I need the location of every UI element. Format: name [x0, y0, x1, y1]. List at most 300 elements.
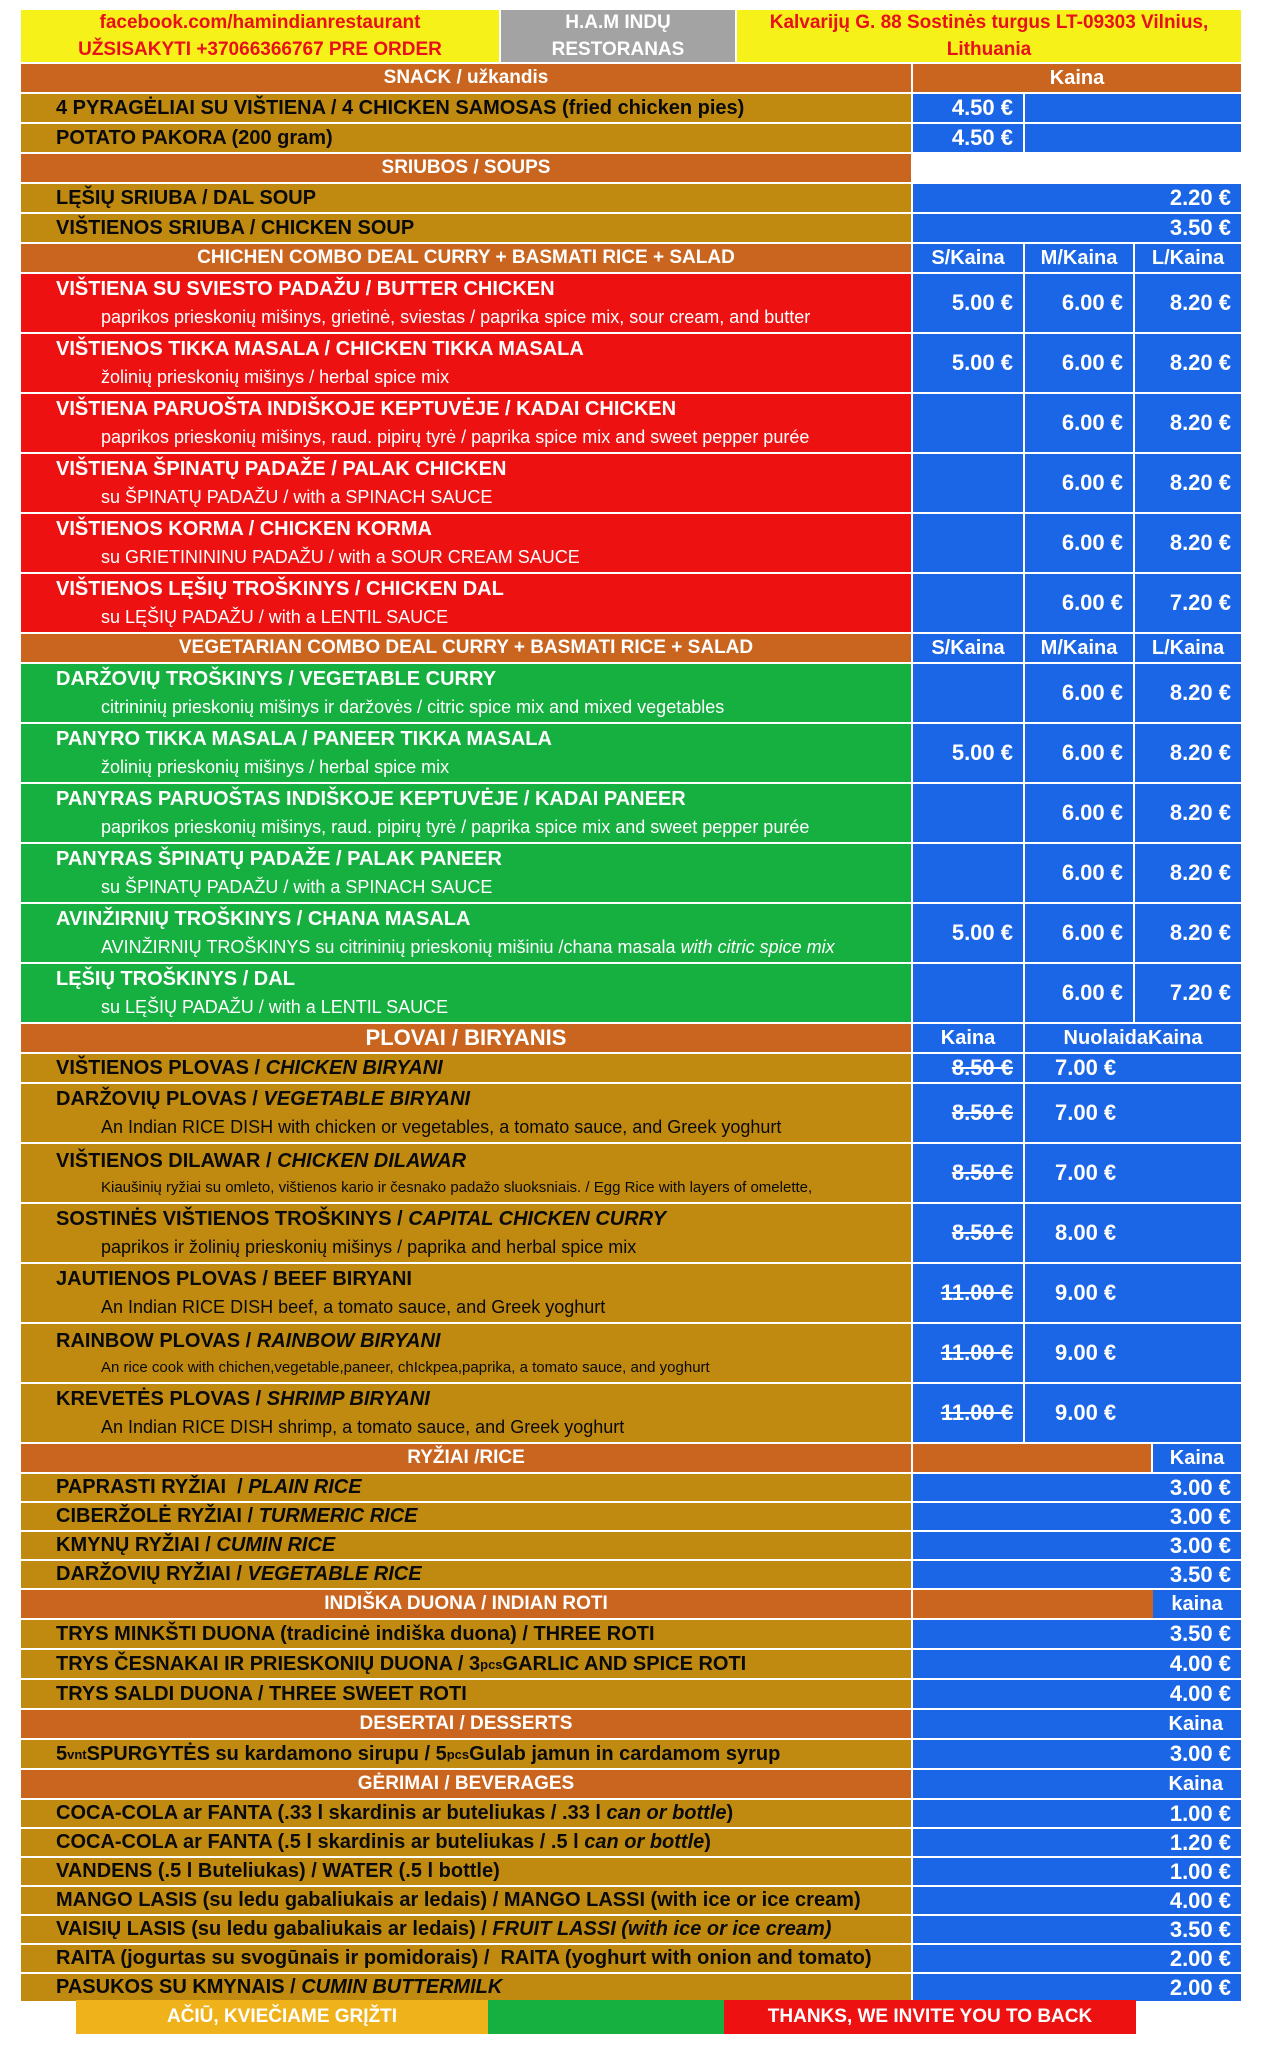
- item-name: POTATO PAKORA (200 gram): [21, 124, 913, 152]
- item-prices: [913, 454, 1241, 512]
- original-price: [913, 1384, 1025, 1442]
- item-name-italic: PLAIN RICE: [248, 1476, 362, 1498]
- menu-item: [21, 1384, 1241, 1444]
- item-title: LĘŠIŲ TROŠKINYS / DAL: [56, 968, 295, 990]
- menu-header: [21, 10, 1241, 64]
- discount-price-header: NuolaidaKaina: [1063, 1026, 1203, 1049]
- size-headers: [913, 244, 1241, 272]
- item-unit: pcs: [446, 1746, 470, 1762]
- price-small: [913, 454, 1025, 512]
- size-medium-header: M/Kaina: [1025, 244, 1135, 272]
- section-title: SNACK / užkandis: [21, 64, 913, 92]
- item-title: [56, 1388, 430, 1411]
- item-name: [21, 904, 913, 962]
- item-title: [56, 1057, 443, 1080]
- menu-item: [21, 94, 1241, 124]
- item-description-text: žolinių prieskonių mišinys / herbal spice mix: [101, 367, 450, 387]
- item-title-text: KREVETĖS PLOVAS /: [56, 1388, 267, 1410]
- price-value: 1.00 €: [1169, 1800, 1231, 1826]
- menu-item: [21, 1503, 1241, 1532]
- item-description-text: žolinių prieskonių mišinys / herbal spice mix: [101, 757, 450, 777]
- menu-item: [21, 1264, 1241, 1324]
- price-header: [913, 1710, 1241, 1738]
- item-name-end: ): [704, 1831, 711, 1853]
- item-description: [56, 757, 449, 778]
- item-name: [21, 724, 913, 782]
- price-medium: 6.00 €: [1025, 844, 1135, 902]
- item-price: [913, 1858, 1241, 1885]
- section-header-snack: [21, 64, 1241, 94]
- section-title: VEGETARIAN COMBO DEAL CURRY + BASMATI RICE + SALAD: [21, 634, 913, 662]
- original-price: [913, 1264, 1025, 1322]
- menu-item: [21, 784, 1241, 844]
- price-small: [913, 394, 1025, 452]
- rice-items: [21, 1474, 1241, 1590]
- item-description: [56, 997, 448, 1018]
- price-header: Kaina: [913, 1024, 1025, 1052]
- price-value: 4.50 €: [913, 124, 1025, 152]
- discount-price: 8.00 €: [1055, 1220, 1117, 1245]
- price-large: 8.20 €: [1169, 290, 1231, 315]
- header-spacer: [913, 1444, 1153, 1472]
- item-name-text: PASUKOS SU KMYNAIS /: [56, 1976, 302, 1998]
- price-large: 7.20 €: [1169, 590, 1231, 615]
- price-value: 3.00 €: [1169, 1503, 1231, 1529]
- menu-item: [21, 214, 1241, 244]
- price-value: 1.00 €: [1169, 1858, 1231, 1884]
- item-description: [56, 487, 492, 508]
- original-price-value: 8.50 €: [951, 1160, 1013, 1185]
- item-prices: [913, 514, 1241, 572]
- item-name-italic: CUMIN BUTTERMILK: [301, 1976, 503, 1998]
- item-title: [56, 1150, 466, 1173]
- price-value: 3.00 €: [1169, 1741, 1231, 1766]
- section-header-chicken-combo: [21, 244, 1241, 274]
- item-name-part: TRYS ČESNAKAI IR PRIESKONIŲ DUONA / 3: [56, 1652, 481, 1675]
- price-value: 4.50 €: [913, 94, 1025, 122]
- item-title: PANYRAS PARUOŠTAS INDIŠKOJE KEPTUVĖJE / KADAI PANEER: [56, 788, 686, 810]
- price-small: 5.00 €: [913, 334, 1025, 392]
- menu-item: [21, 184, 1241, 214]
- menu-item: [21, 1974, 1241, 2003]
- item-name: [21, 664, 913, 722]
- price-value: 4.00 €: [1169, 1887, 1231, 1913]
- price-value: 4.00 €: [1169, 1651, 1231, 1676]
- item-name-text: VAISIŲ LASIS (su ledu gabaliukais ar ledais) /: [56, 1918, 493, 1940]
- size-small-header: S/Kaina: [913, 244, 1025, 272]
- item-name-italic: CUMIN RICE: [216, 1534, 336, 1556]
- size-large-header: L/Kaina: [1151, 636, 1225, 659]
- price-header: [913, 1590, 1241, 1618]
- item-name-text: MANGO LASIS (su ledu gabaliukais ar ledais) / MANGO LASSI (with ice or ice cream): [56, 1889, 861, 1911]
- item-name: [21, 1740, 913, 1768]
- item-description: [56, 547, 580, 568]
- address: [737, 10, 1241, 62]
- item-name: [21, 1650, 913, 1678]
- price-medium: 6.00 €: [1025, 724, 1135, 782]
- discount-price: 9.00 €: [1055, 1340, 1117, 1365]
- item-description-text: su LĘŠIŲ PADAŽU / with a LENTIL SAUCE: [101, 607, 449, 627]
- menu-item: [21, 124, 1241, 154]
- item-description: [56, 607, 448, 628]
- item-price: [913, 1532, 1241, 1559]
- price-large: 8.20 €: [1169, 860, 1231, 885]
- item-price: [913, 1829, 1241, 1856]
- item-prices: [913, 1264, 1241, 1322]
- item-name: [21, 1532, 913, 1559]
- item-unit: vnt: [67, 1746, 87, 1762]
- price-large: 8.20 €: [1169, 920, 1231, 945]
- item-title: VIŠTIENOS LĘŠIŲ TROŠKINYS / CHICKEN DAL: [56, 578, 504, 600]
- header-blank: [913, 154, 1241, 182]
- item-name: [21, 1916, 913, 1943]
- price-value: 2.00 €: [1169, 1974, 1231, 2000]
- restaurant-name-line2: RESTORANAS: [551, 39, 685, 60]
- item-name: [21, 1858, 913, 1885]
- menu-sheet: [21, 10, 1241, 2003]
- item-name: [21, 1264, 913, 1322]
- item-description-text: su GRIETINININU PADAŽU / with a SOUR CREAM SAUCE: [101, 547, 580, 567]
- price-medium: 6.00 €: [1025, 904, 1135, 962]
- item-title: [56, 1268, 412, 1291]
- item-name: 4 PYRAGĖLIAI SU VIŠTIENA / 4 CHICKEN SAMOSAS (fried chicken pies): [21, 94, 913, 122]
- section-title: GĖRIMAI / BEVERAGES: [21, 1770, 913, 1798]
- item-prices: [913, 784, 1241, 842]
- price-small: [913, 964, 1025, 1022]
- item-prices: [913, 844, 1241, 902]
- price-medium: 6.00 €: [1025, 964, 1135, 1022]
- item-name-text: KMYNŲ RYŽIAI /: [56, 1534, 217, 1556]
- price-medium: 6.00 €: [1025, 454, 1135, 512]
- item-title: VIŠTIENA PARUOŠTA INDIŠKOJE KEPTUVĖJE / KADAI CHICKEN: [56, 398, 677, 420]
- item-price: [913, 214, 1241, 242]
- section-title: RYŽIAI /RICE: [21, 1444, 913, 1472]
- menu-item: [21, 844, 1241, 904]
- item-title: VIŠTIENA SU SVIESTO PADAŽU / BUTTER CHICKEN: [56, 278, 555, 300]
- item-prices: [913, 724, 1241, 782]
- section-header-desserts: [21, 1710, 1241, 1740]
- price-large: 8.20 €: [1169, 680, 1231, 705]
- item-price: [913, 1680, 1241, 1708]
- price-value: 4.00 €: [1169, 1681, 1231, 1706]
- price-value: 3.50 €: [1169, 1561, 1231, 1587]
- menu-item: [21, 1887, 1241, 1916]
- item-name: TRYS SALDI DUONA / THREE SWEET ROTI: [21, 1680, 913, 1708]
- section-title: SRIUBOS / SOUPS: [21, 154, 913, 182]
- item-name: [21, 1800, 913, 1827]
- discount-price: 7.00 €: [1055, 1160, 1117, 1185]
- price-header-label: kaina: [1153, 1590, 1241, 1618]
- section-header-veg-combo: [21, 634, 1241, 664]
- address-line2: Lithuania: [946, 39, 1032, 60]
- item-name: [21, 274, 913, 332]
- original-price: [913, 1324, 1025, 1382]
- menu-item: [21, 1620, 1241, 1650]
- price-value: 2.20 €: [1169, 185, 1231, 210]
- item-name: LĘŠIŲ SRIUBA / DAL SOUP: [21, 184, 913, 212]
- item-name-text: RAITA (jogurtas su svogūnais ir pomidorais) / RAITA (yoghurt with onion and tomato): [56, 1947, 872, 1969]
- item-prices: [913, 1144, 1241, 1202]
- beverage-items: [21, 1800, 1241, 2003]
- section-header-beverages: [21, 1770, 1241, 1800]
- menu-item: [21, 1858, 1241, 1887]
- item-title-text: SOSTINĖS VIŠTIENOS TROŠKINYS /: [56, 1208, 409, 1230]
- item-prices: [913, 1204, 1241, 1262]
- price-small: 5.00 €: [913, 904, 1025, 962]
- price-large: 8.20 €: [1169, 740, 1231, 765]
- discount-price: 7.00 €: [1055, 1055, 1117, 1080]
- item-name-text: CIBERŽOLĖ RYŽIAI /: [56, 1505, 259, 1527]
- item-description: [56, 877, 492, 898]
- item-name-text: PAPRASTI RYŽIAI /: [56, 1476, 249, 1498]
- item-prices: [913, 664, 1241, 722]
- item-name-italic: TURMERIC RICE: [258, 1505, 418, 1527]
- item-price: [913, 1650, 1241, 1678]
- menu-item: [21, 664, 1241, 724]
- item-title: PANYRO TIKKA MASALA / PANEER TIKKA MASALA: [56, 728, 552, 750]
- price-header-label: Kaina: [1049, 66, 1105, 89]
- item-name: [21, 1054, 913, 1082]
- item-name: [21, 454, 913, 512]
- item-name: [21, 844, 913, 902]
- price-header-label: Kaina: [1153, 1444, 1241, 1472]
- item-name-text: VANDENS (.5 l Buteliukas) / WATER (.5 l bottle): [56, 1860, 500, 1882]
- item-name-end: ): [726, 1802, 734, 1824]
- item-title-text: RAINBOW PLOVAS /: [56, 1330, 257, 1352]
- item-description: [56, 817, 809, 838]
- item-description: paprikos ir žolinių prieskonių mišinys / paprika and herbal spice mix: [101, 1237, 637, 1257]
- price-medium: 6.00 €: [1025, 394, 1135, 452]
- price-small: [913, 784, 1025, 842]
- item-name-text: COCA-COLA ar FANTA (.33 l skardinis ar buteliukas / .33 l: [56, 1802, 607, 1824]
- item-title-text: VIŠTIENOS DILAWAR /: [56, 1150, 278, 1172]
- original-price-value: 11.00 €: [940, 1340, 1013, 1365]
- item-title: [56, 1088, 470, 1111]
- item-description-text: paprikos prieskonių mišinys, grietinė, sviestas / paprika spice mix, sour cream, and butter: [101, 307, 811, 327]
- item-title: DARŽOVIŲ TROŠKINYS / VEGETABLE CURRY: [56, 668, 497, 690]
- item-price: [913, 1800, 1241, 1827]
- size-headers: [913, 634, 1241, 662]
- item-title: [56, 1208, 666, 1231]
- item-price: [913, 184, 1241, 212]
- item-description-italic: with citric spice mix: [680, 937, 835, 957]
- item-name-part: SPURGYTĖS su kardamono sirupu / 5: [86, 1742, 447, 1765]
- price-large: 8.20 €: [1169, 410, 1231, 435]
- item-name: [21, 1887, 913, 1914]
- item-prices: [913, 1324, 1241, 1382]
- item-name: [21, 1829, 913, 1856]
- item-price: [913, 1945, 1241, 1972]
- item-description: [56, 937, 835, 958]
- item-prices: [913, 334, 1241, 392]
- menu-item: [21, 574, 1241, 634]
- original-price: [913, 1054, 1025, 1082]
- menu-item: [21, 1474, 1241, 1503]
- item-name-text: DARŽOVIŲ RYŽIAI /: [56, 1563, 248, 1585]
- section-header-rice: [21, 1444, 1241, 1474]
- menu-item: [21, 1054, 1241, 1084]
- item-price: [913, 1916, 1241, 1943]
- menu-item: [21, 1532, 1241, 1561]
- item-description: An Indian RICE DISH shrimp, a tomato sauce, and Greek yoghurt: [101, 1417, 625, 1437]
- item-title-italic: VEGETABLE BIRYANI: [263, 1088, 471, 1110]
- footer: [76, 2000, 1136, 2034]
- item-title: PANYRAS ŠPINATŲ PADAŽE / PALAK PANEER: [56, 848, 502, 870]
- menu-item: [21, 1916, 1241, 1945]
- item-prices: [913, 1384, 1241, 1442]
- item-description: Kiaušinių ryžiai su omleto, vištienos kario ir česnako padažo sluoksniais. / Egg Rice with layers of omelette,: [101, 1179, 813, 1196]
- biryani-items: [21, 1054, 1241, 1444]
- menu-item: [21, 274, 1241, 334]
- item-name-italic: FRUIT LASSI (with ice or ice cream): [492, 1918, 832, 1940]
- item-name: TRYS MINKŠTI DUONA (tradicinė indiška duona) / THREE ROTI: [21, 1620, 913, 1648]
- menu-item: [21, 1740, 1241, 1770]
- price-value: 3.50 €: [1169, 215, 1231, 240]
- item-title-italic: CAPITAL CHICKEN CURRY: [408, 1208, 667, 1230]
- item-title-italic: CHICKEN DILAWAR: [277, 1150, 467, 1172]
- item-price: [913, 94, 1241, 122]
- price-small: 5.00 €: [913, 274, 1025, 332]
- biryani-headers: [913, 1024, 1241, 1052]
- price-small: 5.00 €: [913, 724, 1025, 782]
- section-header-biryanis: [21, 1024, 1241, 1054]
- discount-price: 9.00 €: [1055, 1280, 1117, 1305]
- price-large: 8.20 €: [1169, 800, 1231, 825]
- price-large: 8.20 €: [1169, 470, 1231, 495]
- item-price: [913, 1620, 1241, 1648]
- item-name: [21, 1474, 913, 1501]
- footer-thanks-lt: AČIŪ, KVIEČIAME GRĮŽTI: [76, 2000, 488, 2034]
- menu-item: [21, 334, 1241, 394]
- item-title-italic: CHICKEN BIRYANI: [265, 1056, 443, 1079]
- price-medium: 6.00 €: [1025, 664, 1135, 722]
- item-description: [56, 307, 810, 328]
- size-large-header: L/Kaina: [1151, 246, 1225, 269]
- price-header: [913, 1444, 1241, 1472]
- price-value: 3.50 €: [1169, 1916, 1231, 1942]
- restaurant-name: [501, 10, 737, 62]
- discount-price: 7.00 €: [1055, 1100, 1117, 1125]
- size-medium-header: M/Kaina: [1025, 634, 1135, 662]
- chicken-combo-items: [21, 274, 1241, 634]
- item-description-text: citrininių prieskonių mišinys ir daržovės / citric spice mix and mixed vegetables: [101, 697, 725, 717]
- item-description-text: su ŠPINATŲ PADAŽU / with a SPINACH SAUCE: [101, 877, 493, 897]
- item-name: [21, 394, 913, 452]
- item-price: [913, 1561, 1241, 1588]
- item-title-italic: SHRIMP BIRYANI: [266, 1388, 430, 1410]
- original-price-value: 8.50 €: [951, 1055, 1013, 1080]
- contact-info: [21, 10, 501, 62]
- item-name: [21, 1974, 913, 2001]
- footer-green-block: [488, 2000, 724, 2034]
- price-medium: 6.00 €: [1025, 514, 1135, 572]
- section-header-roti: [21, 1590, 1241, 1620]
- item-name-italic: VEGETABLE RICE: [247, 1563, 422, 1585]
- original-price: [913, 1204, 1025, 1262]
- section-title: DESERTAI / DESSERTS: [21, 1710, 913, 1738]
- item-title-text: VIŠTIENOS PLOVAS /: [56, 1056, 266, 1079]
- preorder-phone: UŽSISAKYTI +37066366767 PRE ORDER: [78, 39, 442, 60]
- item-name-italic: can or bottle: [606, 1802, 727, 1824]
- item-name-text: COCA-COLA ar FANTA (.5 l skardinis ar buteliukas / .5 l: [56, 1831, 585, 1853]
- item-name: [21, 1945, 913, 1972]
- menu-item: [21, 1800, 1241, 1829]
- item-prices: [913, 574, 1241, 632]
- item-name-unit: pcs: [480, 1656, 503, 1672]
- section-title: CHICHEN COMBO DEAL CURRY + BASMATI RICE + SALAD: [21, 244, 913, 272]
- footer-thanks-en: THANKS, WE INVITE YOU TO BACK: [724, 2000, 1136, 2034]
- item-name: [21, 574, 913, 632]
- price-value: 2.00 €: [1169, 1945, 1231, 1971]
- item-name-rest: Gulab jamun in cardamom syrup: [469, 1742, 781, 1765]
- price-medium: 6.00 €: [1025, 574, 1135, 632]
- price-header-label: Kaina: [1168, 1772, 1223, 1795]
- menu-item: [21, 1144, 1241, 1204]
- size-small-header: S/Kaina: [913, 634, 1025, 662]
- price-value: 3.00 €: [1169, 1532, 1231, 1558]
- item-name: [21, 514, 913, 572]
- price-empty: [1025, 94, 1241, 122]
- price-small: [913, 514, 1025, 572]
- item-price: [913, 124, 1241, 152]
- price-value: 3.00 €: [1169, 1474, 1231, 1500]
- menu-item: [21, 1204, 1241, 1264]
- item-prices: [913, 394, 1241, 452]
- item-description: An Indian RICE DISH beef, a tomato sauce, and Greek yoghurt: [101, 1297, 606, 1317]
- menu-item: [21, 1945, 1241, 1974]
- price-large: 8.20 €: [1169, 350, 1231, 375]
- item-description-text: AVINŽIRNIŲ TROŠKINYS su citrininių prieskonių mišiniu /chana masala: [101, 937, 676, 957]
- item-prices: [913, 904, 1241, 962]
- menu-item: [21, 1084, 1241, 1144]
- item-name: [21, 1384, 913, 1442]
- price-header: [913, 1770, 1241, 1798]
- item-name: [21, 334, 913, 392]
- item-name-rest: GARLIC AND SPICE ROTI: [502, 1652, 747, 1675]
- section-header-soups: [21, 154, 1241, 184]
- price-large: 7.20 €: [1169, 980, 1231, 1005]
- item-price: [913, 1974, 1241, 2001]
- price-large: 8.20 €: [1169, 530, 1231, 555]
- facebook-link[interactable]: facebook.com/hamindianrestaurant: [99, 12, 421, 33]
- item-prices: [913, 274, 1241, 332]
- section-title: INDIŠKA DUONA / INDIAN ROTI: [21, 1590, 913, 1618]
- item-title-text: DARŽOVIŲ PLOVAS /: [56, 1088, 264, 1110]
- menu-item: [21, 1650, 1241, 1680]
- menu-item: [21, 904, 1241, 964]
- menu-item: [21, 1680, 1241, 1710]
- menu-item: [21, 964, 1241, 1024]
- menu-item: [21, 394, 1241, 454]
- price-empty: [1025, 124, 1241, 152]
- item-name: [21, 1084, 913, 1142]
- item-title: AVINŽIRNIŲ TROŠKINYS / CHANA MASALA: [56, 908, 471, 930]
- item-title-italic: RAINBOW BIRYANI: [256, 1330, 441, 1352]
- item-prices: [913, 964, 1241, 1022]
- item-name: [21, 1204, 913, 1262]
- item-title: [56, 1330, 440, 1353]
- menu-item: [21, 454, 1241, 514]
- item-name: [21, 784, 913, 842]
- price-small: [913, 574, 1025, 632]
- address-line1: Kalvarijų G. 88 Sostinės turgus LT-09303 Vilnius,: [769, 12, 1209, 33]
- item-name: [21, 964, 913, 1022]
- item-name-italic: can or bottle: [584, 1831, 705, 1853]
- original-price-value: 8.50 €: [951, 1100, 1013, 1125]
- original-price: [913, 1084, 1025, 1142]
- item-description: [56, 697, 724, 718]
- item-title: VIŠTIENA ŠPINATŲ PADAŽE / PALAK CHICKEN: [56, 458, 507, 480]
